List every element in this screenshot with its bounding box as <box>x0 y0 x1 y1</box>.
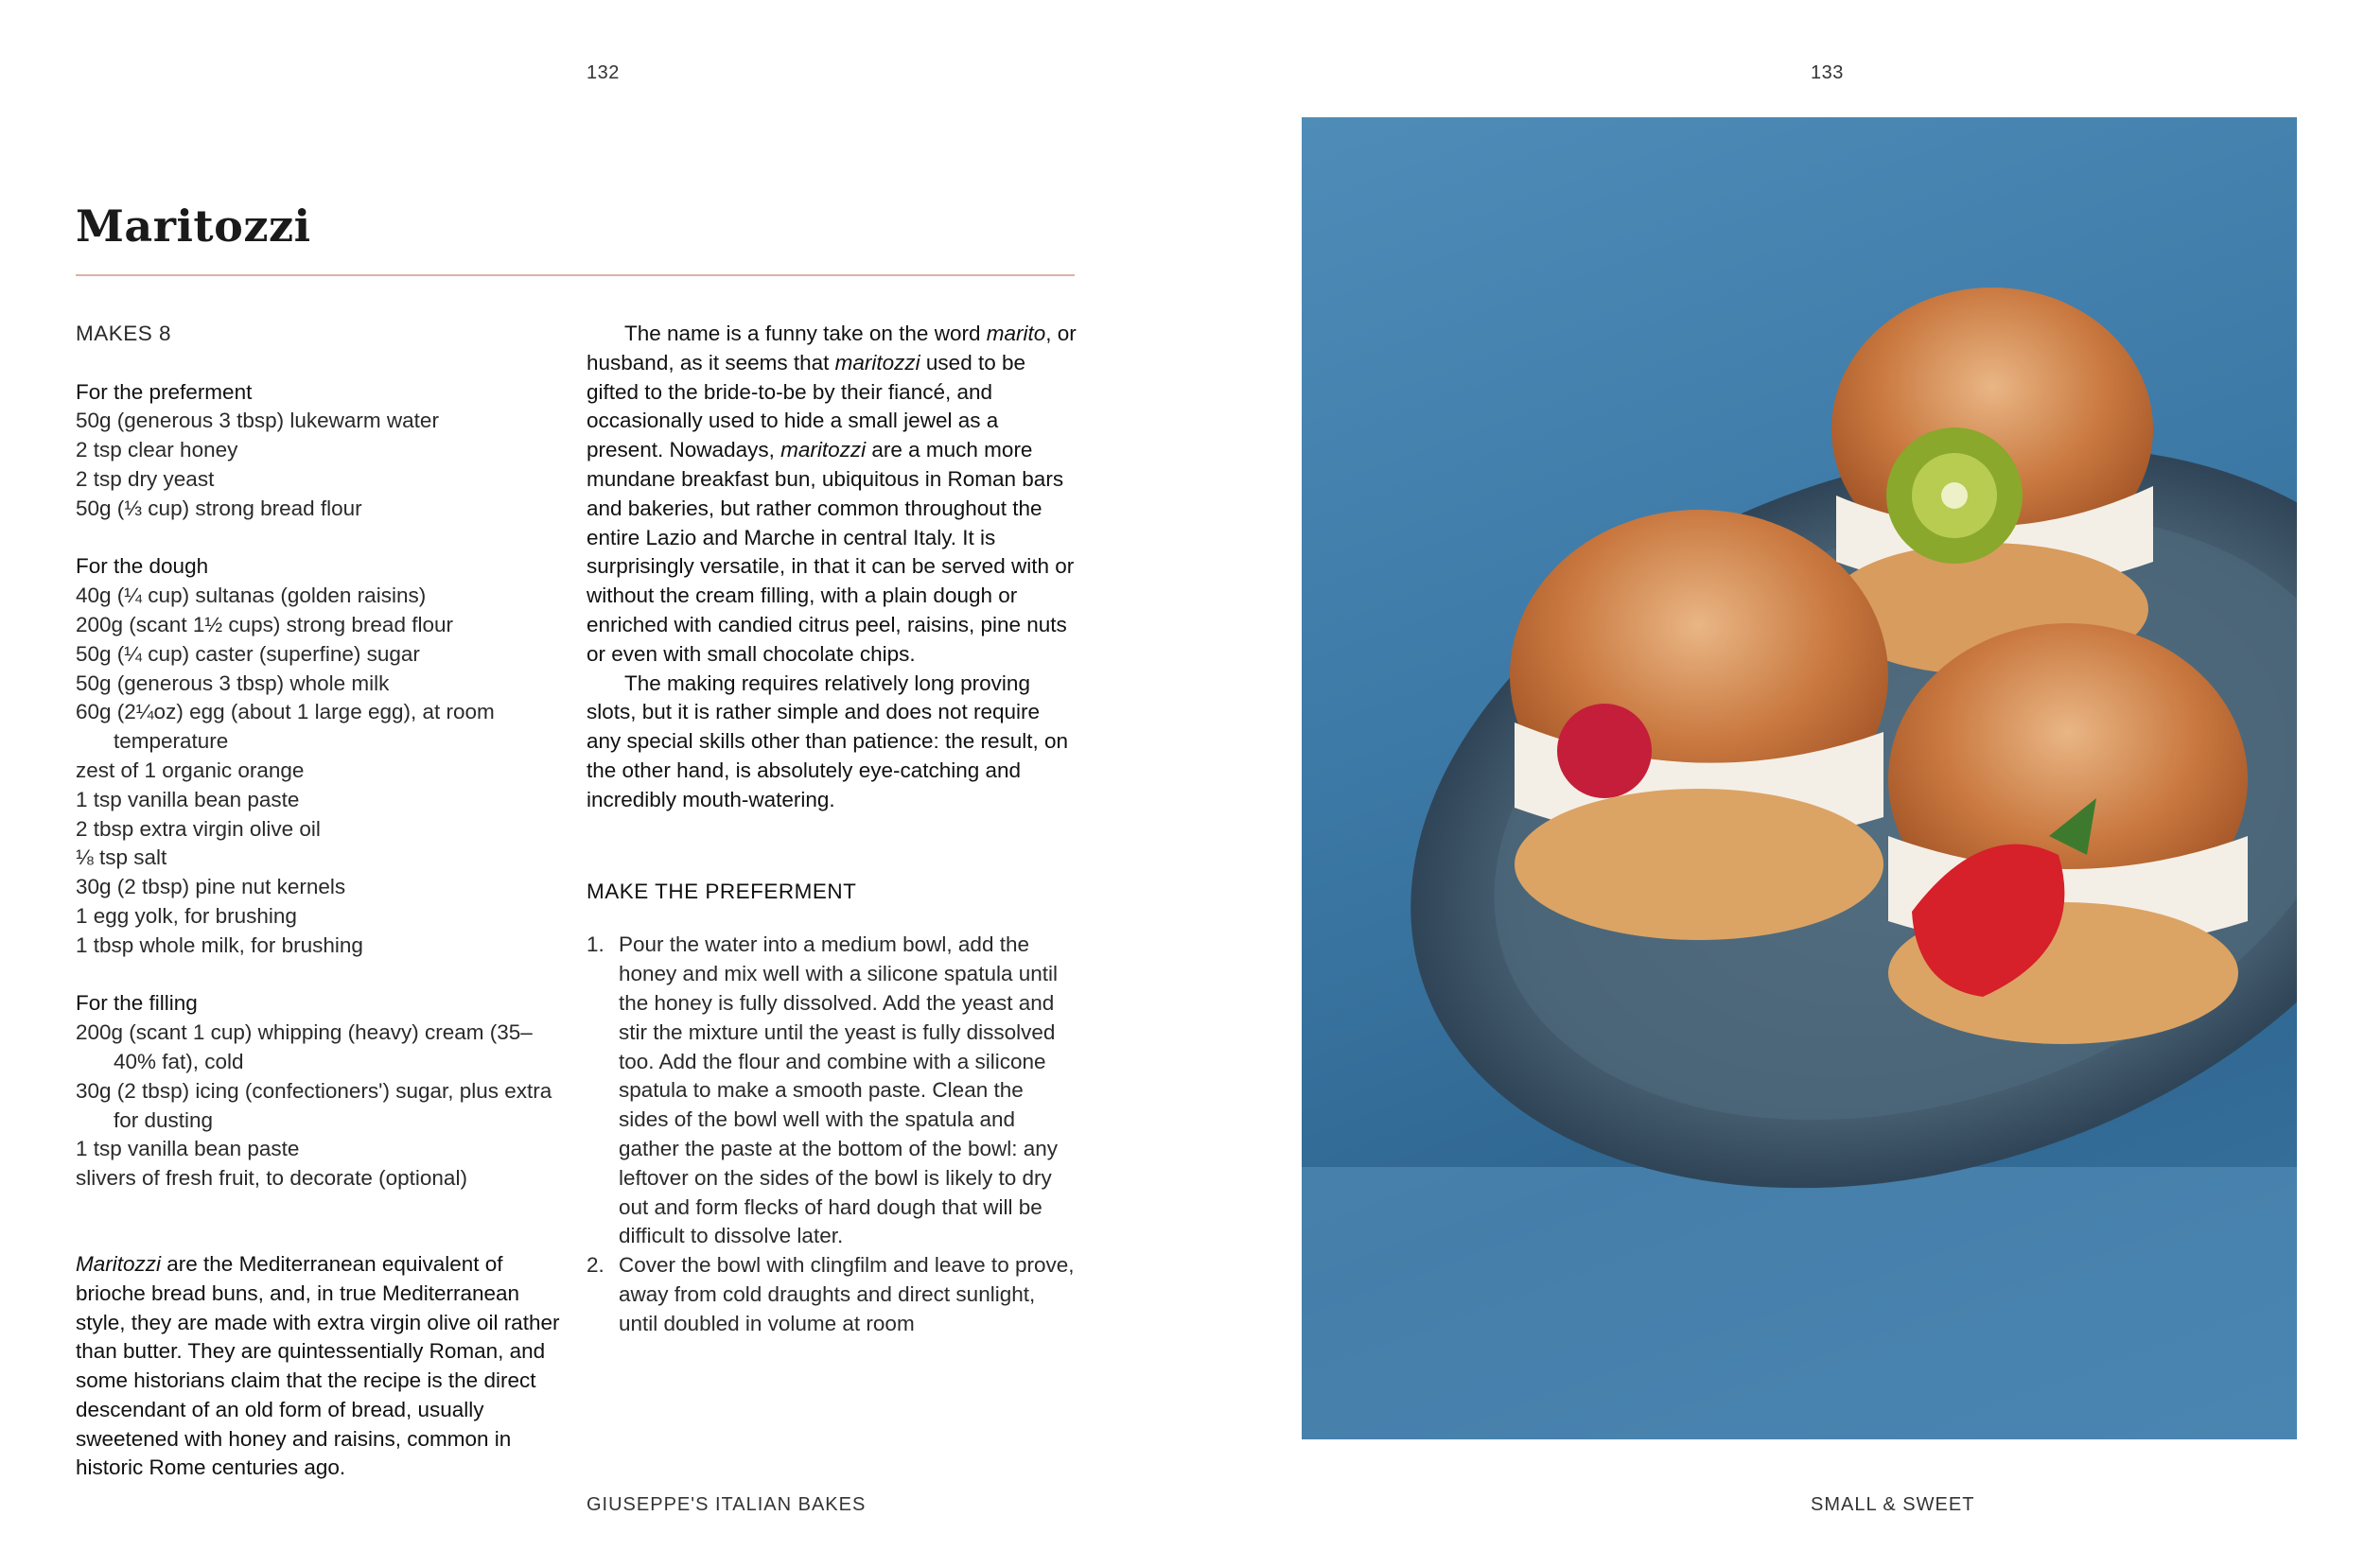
method-step <box>587 931 1078 1251</box>
ingredient-item: 50g (⅓ cup) strong bread flour <box>76 496 362 520</box>
ingredient-item: 2 tsp dry yeast <box>76 466 215 491</box>
ingredient-item: 1 tsp vanilla bean paste <box>76 787 300 811</box>
intro-text-span: are the Mediterranean equivalent of brioche bread buns, and, in true Mediterranean style, they are made with extra virgin olive oil rather than butter. They are quintessentially Roman, and some historians claim that the recipe is the direct descendant of an old form of bread, usually sweetened with honey and raisins, common in historic Rome centuries ago. <box>76 1251 560 1480</box>
intro-emphasis: marito <box>986 322 1046 345</box>
bun-strawberry <box>1888 623 2248 1044</box>
table-edge <box>1302 1167 2297 1439</box>
intro-emphasis: maritozzi <box>780 438 867 462</box>
intro-text-span: used to be gifted to the bride-to-be by their fiancé, and occasionally used to hide a small jewel as a present. Nowadays, <box>587 350 1026 462</box>
ingredient-item: 200g (scant 1½ cups) strong bread flour <box>76 612 453 636</box>
ingredient-item: 30g (2 tbsp) icing (confectioners') sugar, plus extra for dusting <box>76 1078 552 1132</box>
preferment-list <box>76 407 568 523</box>
intro-text <box>76 1250 568 1483</box>
step-number: 1. <box>587 932 604 957</box>
step-text: Cover the bowl with clingfilm and leave to prove, away from cold draughts and direct sunlight, until doubled in volume at room <box>619 1253 1075 1335</box>
intro-paragraph-3: The making requires relatively long proving slots, but it is rather simple and does not require any special skills other than patience: the result, on the other hand, is absolutely eye-catching and incredibly mouth-watering. <box>587 671 1069 811</box>
ingredient-item: 2 tsp clear honey <box>76 438 238 462</box>
left-page-number: 132 <box>587 62 620 83</box>
right-footer: SMALL & SWEET <box>1811 1494 1975 1515</box>
method-heading: MAKE THE PREFERMENT <box>587 879 857 903</box>
ingredient-item: 200g (scant 1 cup) whipping (heavy) cream (35–40% fat), cold <box>76 1020 533 1073</box>
dough-list <box>76 582 568 960</box>
dough-heading: For the dough <box>76 554 209 579</box>
ingredient-item: 30g (2 tbsp) pine nut kernels <box>76 875 346 899</box>
step-text: Pour the water into a medium bowl, add the honey and mix well with a silicone spatula until the honey is fully dissolved. Add the yeast and stir the mixture until the yeast is fully dissolved too. Add the flour and combine with a silicone spatula to make a smooth paste. Clean the sides of the bowl well with the spatula and gather the paste at the bottom of the bowl: any leftover on the sides of the bowl is likely to dry out and form flecks of hard dough that will be difficult to dissolve later. <box>619 932 1059 1248</box>
preferment-heading: For the preferment <box>76 379 253 404</box>
maritozzi-photo <box>1302 117 2297 1439</box>
ingredient-item: zest of 1 organic orange <box>76 758 305 782</box>
ingredient-item: 2 tbsp extra virgin olive oil <box>76 816 321 841</box>
ingredient-item: slivers of fresh fruit, to decorate (optional) <box>76 1166 467 1191</box>
right-page-number: 133 <box>1811 62 1844 83</box>
intro-text-span: The name is a funny take on the word <box>624 322 987 345</box>
intro-paragraph-2 <box>587 320 1078 670</box>
ingredient-item: 50g (generous 3 tbsp) whole milk <box>76 671 390 695</box>
method-column <box>587 320 1078 1339</box>
left-footer: GIUSEPPE'S ITALIAN BAKES <box>587 1494 867 1515</box>
ingredient-item: 50g (generous 3 tbsp) lukewarm water <box>76 409 439 433</box>
intro-text-span: , or husband, as it seems that <box>587 322 1077 375</box>
intro-text-span: are a much more mundane breakfast bun, ubiquitous in Roman bars and bakeries, but rather common throughout the entire Lazio and Marche in central Italy. It is surprisingly versatile, in that it can be served with or without the cream filling, with a plain dough or enriched with candied citrus peel, raisins, pine nuts or even with small chocolate chips. <box>587 438 1075 666</box>
ingredient-item: 60g (2¼oz) egg (about 1 large egg), at room temperature <box>76 700 495 754</box>
method-steps <box>587 931 1078 1338</box>
step-number: 2. <box>587 1253 604 1278</box>
intro-emphasis: maritozzi <box>834 350 920 375</box>
ingredient-item: 1 egg yolk, for brushing <box>76 903 297 928</box>
ingredient-item: ⅛ tsp salt <box>76 845 167 870</box>
bun-raspberry <box>1510 510 1888 940</box>
intro-continued <box>587 320 1078 815</box>
photo-illustration <box>1302 117 2297 1439</box>
method-step <box>587 1251 1078 1338</box>
intro-paragraph-1 <box>76 1250 568 1483</box>
recipe-title: Maritozzi <box>76 200 311 252</box>
ingredient-item: 50g (¼ cup) caster (superfine) sugar <box>76 641 420 666</box>
title-rule <box>76 274 1075 276</box>
ingredient-item: 1 tbsp whole milk, for brushing <box>76 932 363 957</box>
filling-heading: For the filling <box>76 991 198 1016</box>
recipe-yield: MAKES 8 <box>76 322 172 345</box>
ingredients-column <box>76 320 568 1483</box>
filling-list <box>76 1019 568 1193</box>
ingredient-item: 1 tsp vanilla bean paste <box>76 1137 300 1161</box>
intro-emphasis: Maritozzi <box>76 1251 162 1276</box>
ingredient-item: 40g (¼ cup) sultanas (golden raisins) <box>76 584 427 608</box>
